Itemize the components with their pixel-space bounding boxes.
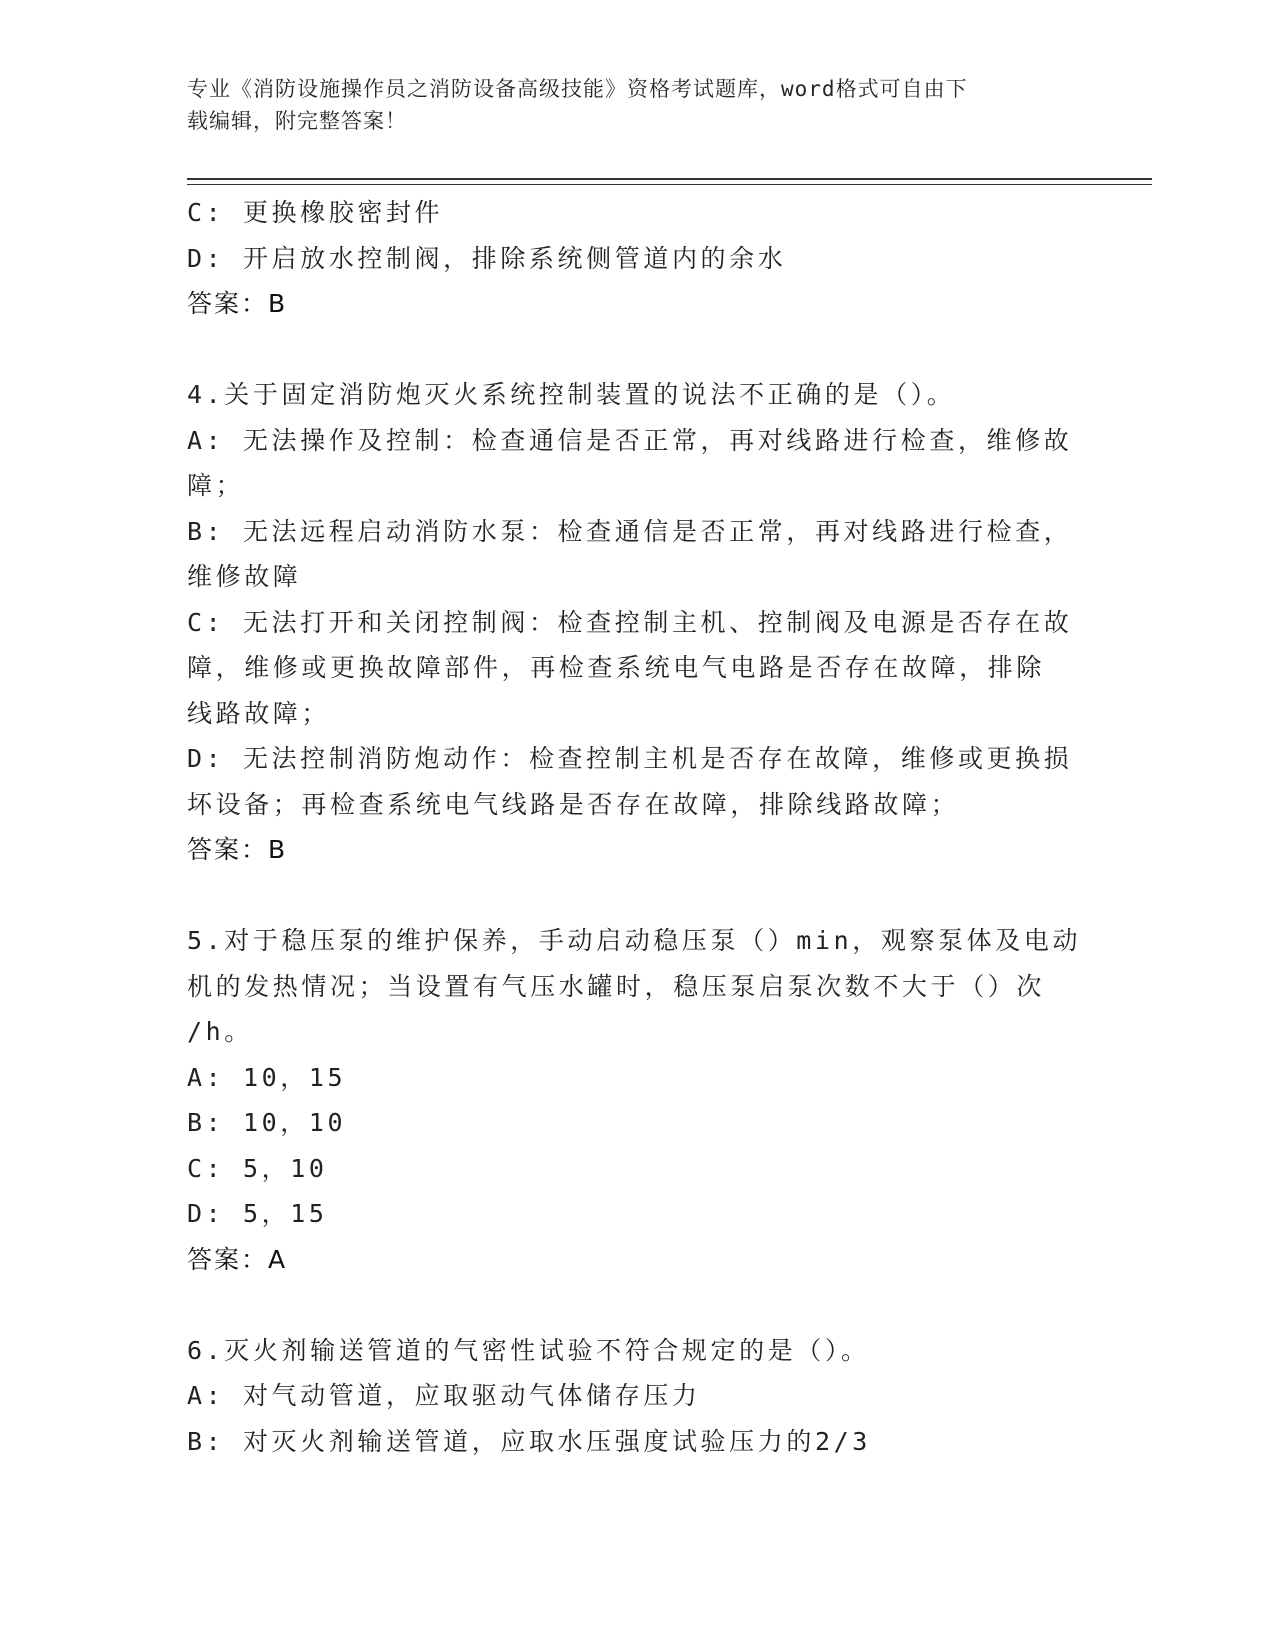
question-stem: 4.关于固定消防炮灭火系统控制装置的说法不正确的是（）。: [187, 380, 956, 409]
question-4: [187, 372, 1087, 873]
question-stem-cont: 机的发热情况；当设置有气压水罐时，稳压泵启泵次数不大于（）次: [187, 971, 1046, 1001]
document-header: [187, 73, 1087, 137]
option-a-cont: 障；: [187, 471, 245, 500]
question-3-tail: [187, 190, 1087, 327]
option-c-cont: 线路故障；: [187, 698, 331, 728]
header-divider-thick: [187, 178, 1152, 180]
option-a: A: 10，15: [187, 1062, 347, 1092]
option-c: C: 更换橡胶密封件: [187, 198, 444, 227]
option-b: B: 10，10: [187, 1108, 347, 1137]
option-d-cont: 坏设备；再检查系统电气线路是否存在故障，排除线路故障；: [187, 789, 960, 819]
question-content: [187, 190, 1087, 1464]
answer: 答案：A: [187, 1244, 288, 1274]
question-stem: 5.对于稳压泵的维护保养，手动启动稳压泵（）min，观察泵体及电动: [187, 926, 1082, 955]
answer: 答案：B: [187, 289, 288, 318]
spacer: [187, 873, 1087, 919]
option-c-cont: 障，维修或更换故障部件，再检查系统电气电路是否存在故障，排除: [187, 653, 1046, 682]
spacer: [187, 327, 1087, 373]
answer: 答案：B: [187, 835, 288, 864]
header-line-2: 载编辑，附完整答案！: [187, 109, 407, 133]
header-divider-thin: [187, 184, 1152, 185]
spacer: [187, 1282, 1087, 1328]
question-5: [187, 918, 1087, 1282]
option-d: D: 5，15: [187, 1199, 328, 1228]
option-b-cont: 维修故障: [187, 562, 302, 591]
option-a: A: 无法操作及控制：检查通信是否正常，再对线路进行检查，维修故: [187, 425, 1073, 455]
option-b: B: 无法远程启动消防水泵：检查通信是否正常，再对线路进行检查，: [187, 516, 1073, 546]
option-c: C: 无法打开和关闭控制阀：检查控制主机、控制阀及电源是否存在故: [187, 607, 1073, 637]
option-d: D: 无法控制消防炮动作：检查控制主机是否存在故障，维修或更换损: [187, 744, 1073, 773]
question-stem-cont: /h。: [187, 1017, 253, 1046]
option-a: A: 对气动管道，应取驱动气体储存压力: [187, 1381, 701, 1410]
option-c: C: 5，10: [187, 1153, 328, 1183]
question-stem: 6.灭火剂输送管道的气密性试验不符合规定的是（）。: [187, 1335, 870, 1365]
question-6: [187, 1328, 1087, 1465]
option-d: D: 开启放水控制阀，排除系统侧管道内的余水: [187, 243, 787, 273]
option-b: B: 对灭火剂输送管道，应取水压强度试验压力的2/3: [187, 1426, 871, 1456]
header-line-1: 专业《消防设施操作员之消防设备高级技能》资格考试题库，word格式可自由下: [187, 77, 968, 101]
